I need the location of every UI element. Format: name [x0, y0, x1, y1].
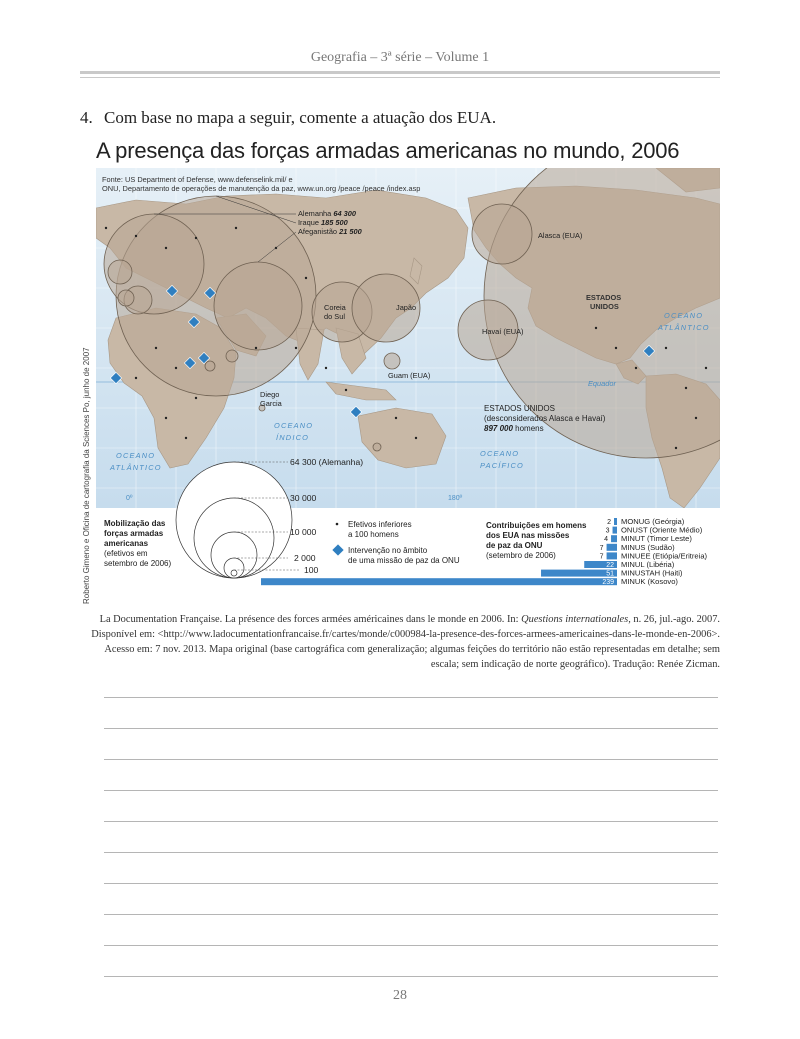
- mission-name: MINUT (Timor Leste): [621, 534, 692, 544]
- header-rule-thick: [80, 71, 720, 74]
- circle-kuwait: [226, 350, 238, 362]
- caption-part2: n. 26, jul.-ago. 2007. Disponível em: <http://www.ladocumentationfrancaise.fr/cartes/monde/c000984-la-presence-des-forces-armees-americaines-dans-le-monde-en-2006>. Acesso em: 7 nov. 2013. Mapa original (base cartográfica com generalização; algumas feições do território não estão representadas em detalhe; sem escala; sem indicação de norte geográfico). Tradução: Renée Zicman.: [91, 614, 720, 670]
- contrib-line2: dos EUA nas missões: [486, 531, 570, 540]
- answer-line[interactable]: [104, 852, 718, 853]
- label-afeganistao: Afeganistão 21 500: [298, 227, 362, 236]
- circle-australia: [373, 443, 381, 451]
- mission-value: 239: [602, 579, 614, 587]
- label-oceano-pacifico-2: PACÍFICO: [480, 461, 524, 470]
- mission-value: 3: [605, 527, 610, 535]
- label-havai: Havaí (EUA): [482, 327, 524, 336]
- circle-guam: [384, 353, 400, 369]
- label-oceano-pacifico-1: OCEANO: [480, 449, 520, 458]
- label-oceano-atlantico-w-1: OCEANO: [116, 451, 156, 460]
- label-iraque: Iraque 185 500: [298, 218, 348, 227]
- us-box-line2: (desconsiderados Alasca e Havaí): [484, 414, 606, 423]
- page-number: 28: [393, 988, 407, 1003]
- mission-value: 22: [606, 562, 614, 569]
- circle-alaska: [472, 204, 532, 264]
- legend-mobilization-3: americanas: [104, 539, 149, 548]
- mission-name: MONUG (Geórgia): [621, 517, 685, 526]
- legend-mobilization-1: Mobilização das: [104, 519, 166, 528]
- mission-name: MINUL (Libéria): [621, 560, 675, 569]
- mission-value: 7: [599, 544, 604, 552]
- label-diego-1: Diego: [260, 390, 280, 399]
- header-rule-thin: [80, 77, 720, 78]
- label-alemanha: Alemanha 64 300: [298, 209, 356, 218]
- mission-value: 2: [607, 519, 612, 526]
- mission-bar: [607, 552, 617, 559]
- mission-name: MINUK (Kosovo): [621, 577, 678, 587]
- mission-name: ONUST (Oriente Médio): [621, 525, 703, 535]
- label-japao: Japão: [396, 303, 417, 312]
- map-source-line2: ONU, Departamento de operações de manutenção da paz, www.un.org /peace /peace /index.asp: [102, 184, 421, 193]
- contrib-line1: Contribuições em homens: [486, 521, 587, 530]
- label-diego-2: Garcia: [260, 399, 282, 408]
- side-credit: Roberto Gimeno e Oficina de cartografia da Sciences Po, junho de 2007: [82, 347, 91, 604]
- legend-circles: [176, 462, 292, 578]
- mission-name: MINUEE (Etiópia/Eritreia): [621, 551, 708, 561]
- circle-uk: [108, 260, 132, 284]
- figure-caption: [80, 612, 720, 672]
- mission-name: MINUS (Sudão): [621, 542, 675, 552]
- legend-mobilization-2: forças armadas: [104, 529, 164, 538]
- us-box-value-line: 897 000 homens: [484, 424, 544, 433]
- map-source-line1: Fonte: US Department of Defense, www.defenselink.mil/ e: [102, 175, 293, 184]
- legend-label-2000: 2 000: [294, 553, 316, 563]
- label-coreia-2: do Sul: [324, 312, 345, 321]
- label-oceano-atlantico-e-1: OCEANO: [664, 311, 704, 320]
- label-guam: Guam (EUA): [388, 371, 431, 380]
- label-equador: Equador: [588, 379, 616, 388]
- legend-label-100: 100: [304, 565, 319, 575]
- contrib-line3: de paz da ONU: [486, 541, 543, 550]
- question-number: 4.: [80, 108, 93, 127]
- legend-circle-100: [231, 570, 237, 576]
- legend-label-30000: 30 000: [290, 493, 317, 503]
- legend-dot-line2: a 100 homens: [348, 530, 399, 539]
- label-meridian-0: 0º: [126, 495, 133, 502]
- mission-bar: [607, 544, 617, 551]
- legend-dot-line1: Efetivos inferiores: [348, 520, 412, 529]
- legend-diamond-line1: Intervenção no âmbito: [348, 546, 428, 555]
- answer-line[interactable]: [104, 697, 718, 698]
- answer-line[interactable]: [104, 883, 718, 884]
- legend-mobilization-4: (efetivos em: [104, 549, 148, 558]
- mission-bar: [261, 578, 617, 585]
- label-oceano-atlantico-w-2: ATLÂNTICO: [110, 463, 162, 472]
- map-figure: [96, 168, 720, 604]
- world-map: [96, 168, 720, 604]
- circle-afghanistan: [214, 262, 302, 350]
- label-estados-unidos-1: ESTADOS: [586, 293, 622, 302]
- label-alasca: Alasca (EUA): [538, 231, 583, 240]
- label-coreia-1: Coreia: [324, 303, 346, 312]
- circle-djibouti: [205, 361, 215, 371]
- answer-line[interactable]: [104, 790, 718, 791]
- answer-line[interactable]: [104, 728, 718, 729]
- mission-bar: [611, 535, 617, 542]
- answer-line[interactable]: [104, 945, 718, 946]
- caption-italic: Questions internationales,: [521, 614, 631, 625]
- circle-spain: [118, 290, 134, 306]
- mission-name: MINUSTAH (Haiti): [621, 568, 683, 578]
- caption-part1: La Documentation Française. La présence des forces armées américaines dans le monde en 2006. In:: [99, 614, 522, 625]
- answer-line[interactable]: [104, 914, 718, 915]
- label-oceano-indico-1: OCEANO: [274, 421, 314, 430]
- legend-label-64300: 64 300 (Alemanha): [290, 457, 364, 467]
- mission-bar: [613, 527, 617, 534]
- map-title: A presença das forças armadas americanas no mundo, 2006: [96, 138, 680, 163]
- answer-line[interactable]: [104, 759, 718, 760]
- question-text: Com base no mapa a seguir, comente a atuação dos EUA.: [104, 108, 497, 127]
- label-estados-unidos-2: UNIDOS: [590, 302, 619, 311]
- running-header: Geografia – 3ª série – Volume 1: [310, 50, 490, 65]
- question-4: [80, 108, 496, 128]
- mission-value: 7: [599, 553, 604, 561]
- mission-bar: [614, 518, 617, 525]
- label-meridian-180: 180º: [448, 495, 463, 502]
- legend-mobilization-5: setembro de 2006): [104, 559, 172, 568]
- legend-dot-symbol: [336, 523, 339, 526]
- us-box-line1: ESTADOS UNIDOS: [484, 404, 555, 413]
- answer-line[interactable]: [104, 976, 718, 977]
- contrib-line4: (setembro de 2006): [486, 551, 556, 560]
- label-oceano-atlantico-e-2: ATLÂNTICO: [658, 323, 710, 332]
- legend-diamond-line2: de uma missão de paz da ONU: [348, 556, 460, 565]
- mission-value: 51: [606, 570, 614, 578]
- answer-line[interactable]: [104, 821, 718, 822]
- label-oceano-indico-2: ÍNDICO: [276, 433, 310, 442]
- mission-value: 4: [604, 536, 609, 544]
- legend-label-10000: 10 000: [290, 527, 317, 537]
